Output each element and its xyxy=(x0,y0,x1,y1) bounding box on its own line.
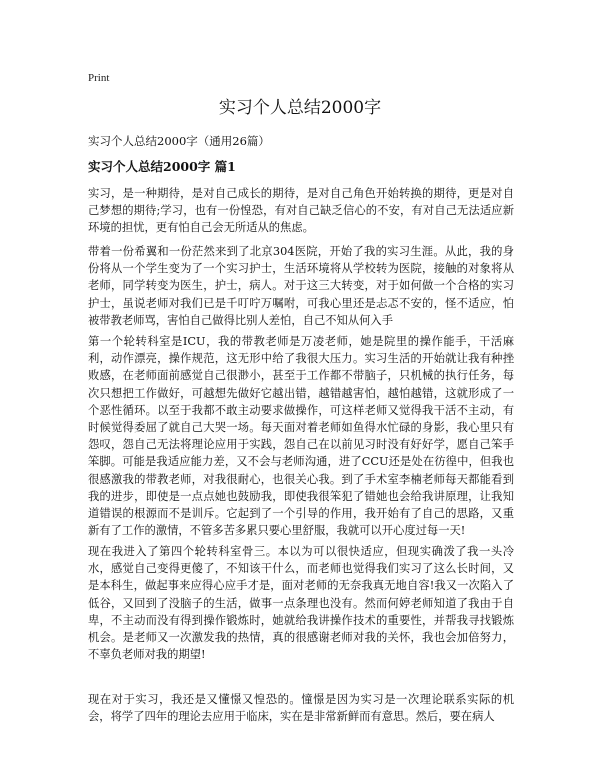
section-heading: 实习个人总结2000字 篇1 xyxy=(88,159,236,174)
paragraph: 第一个轮转科室是ICU，我的带教老师是万凌老师，她是院里的操作能手，干活麻利，动作漂亮，操作规范，这无形中给了我很大压力。实习生活的开始就让我有种挫败感，在老师面前感觉自己很渺小，甚至于工作都不带脑子，只机械的执行任务，每次只想把工作做好，可越想先做好它越出错，越错越害怕，越怕越错，这就形成了一个恶性循环。以至于我都不敢主动要求做操作，可这样老师又觉得我干活不主动，有时候觉得委屈了就自己大哭一场。每天面对着老师如鱼得水忙碌的身影，我心里只有怨叹，怨自己无法将理论应用于实践，怨自己在以前见习时没有好好学，愿自己笨手笨脚。可能是我适应能力差，又不会与老师沟通，进了CCU还是处在彷徨中，但我也很感激我的带教老师，对我很耐心，也很关心我。到了手术室李楠老师每天都能看到我的进步，即使是一点点她也鼓励我，即使我很笨犯了错她也会给我讲原理，让我知道错误的根源而不是训斥。它起到了一个引导的作用，我开始有了自己的思路，又重新有了工作的激情，不管多苦多累只要心里舒服，我就可以开心度过每一天! xyxy=(88,335,514,538)
document-subtitle: 实习个人总结2000字（通用26篇） xyxy=(88,134,270,148)
paragraph: 实习，是一种期待，是对自己成长的期待，是对自己角色开始转换的期待，更是对自己梦想的期待;学习，也有一份惶恐，有对自己缺乏信心的不安，有对自己无法适应新环境的担忧，更有怕自己会无所适从的焦虑。 xyxy=(88,187,514,235)
paragraph: 现在我进入了第四个轮转科室骨三。本以为可以很快适应，但现实确泼了我一头冷水，感觉自己变得更傻了，不知该干什么，而老师也觉得我们实习了这么长时间，又是本科生，做起事来应得心应手才是，面对老师的无奈我真无地自容!我又一次陷入了低谷，又回到了没脑子的生活，做事一点条理也没有。然而何婷老师知道了我由于自卑，不主动而没有得到操作锻炼时，她就给我讲操作技术的重要性，并帮我寻找锻炼机会。是老师又一次激发我的热情，真的很感谢老师对我的关怀，我也会加倍努力，不辜负老师对我的期望! xyxy=(88,545,514,662)
document-title: 实习个人总结2000字 xyxy=(218,98,382,118)
paragraph: 带着一份希翼和一份茫然来到了北京304医院，开始了我的实习生涯。从此，我的身份将从一个学生变为了一个实习护士，生活环境将从学校转为医院，接触的对象将从老师，同学转变为医生，护士，病人。对于这三大转变，对于如何做一个合格的实习护士，虽说老师对我们已是千叮咛万嘱咐，可我心里还是忐忑不安的，怪不适应，怕被带教老师骂，害怕自己做得比别人差怕，自己不知从何入手 xyxy=(88,245,514,327)
paragraph: 现在对于实习，我还是又懂憬又惶恐的。憧憬是因为实习是一次理论联系实际的机会，将学了四年的理论去应用于临床，实在是非常新鲜而有意思。然后，要在病人 xyxy=(88,693,514,724)
print-link[interactable]: Print xyxy=(88,72,110,84)
